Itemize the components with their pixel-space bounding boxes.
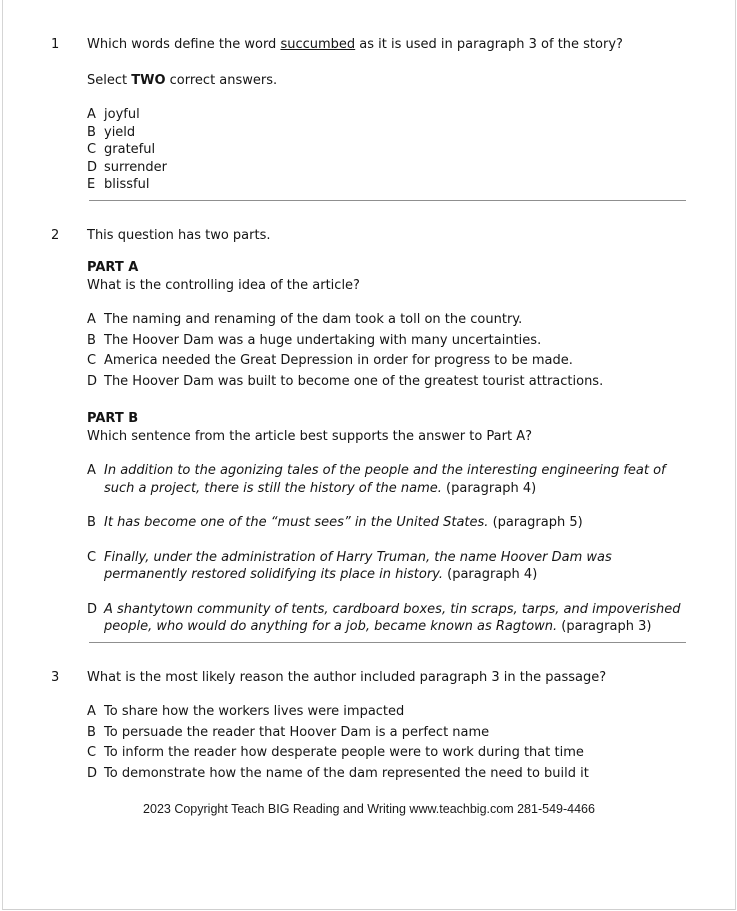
option-letter: D	[87, 601, 98, 617]
question-intro: This question has two parts.	[87, 227, 271, 243]
instruction-bold: TWO	[131, 72, 166, 88]
option-row	[87, 765, 705, 783]
quoted-sentence: Finally, under the administration of Harry Truman, the name Hoover Dam was permanently restored solidifying its place in history.	[104, 549, 612, 582]
paragraph-citation: (paragraph 5)	[488, 515, 583, 530]
option-row	[87, 332, 705, 350]
prompt-text: Which words define the word	[87, 37, 281, 52]
option-text: To share how the workers lives were impacted	[104, 704, 405, 719]
part-b-options	[87, 462, 705, 636]
option-row	[87, 601, 705, 636]
option-row	[87, 724, 705, 742]
option-letter: C	[87, 142, 97, 157]
option-letter: D	[87, 765, 98, 781]
underlined-word: succumbed	[280, 37, 356, 52]
option-row	[87, 124, 705, 142]
option-letter: D	[87, 159, 98, 175]
option-text	[104, 549, 689, 584]
part-a-options	[87, 311, 705, 390]
page-footer: 2023 Copyright Teach BIG Reading and Writing www.teachbig.com 281-549-4466	[143, 802, 595, 816]
option-text: The Hoover Dam was a huge undertaking with many uncertainties.	[104, 332, 542, 348]
q1-options	[87, 106, 705, 194]
option-row	[87, 373, 705, 391]
part-b-heading: PART B	[87, 411, 139, 426]
option-text: To persuade the reader that Hoover Dam is a perfect name	[104, 724, 490, 740]
option-row	[87, 514, 705, 532]
option-text: The Hoover Dam was built to become one of the greatest tourist attractions.	[104, 373, 604, 389]
instruction-text: Select	[87, 72, 132, 88]
option-letter: C	[87, 353, 97, 368]
option-row	[87, 176, 705, 194]
option-row	[87, 744, 705, 762]
option-text: joyful	[104, 107, 140, 122]
option-row	[87, 159, 705, 177]
worksheet-page	[2, 0, 736, 910]
option-row	[87, 703, 705, 721]
question-1	[3, 36, 735, 194]
option-letter: C	[87, 549, 97, 565]
separator	[89, 200, 686, 201]
option-text: surrender	[104, 159, 168, 175]
option-letter: B	[87, 332, 96, 348]
option-text	[104, 601, 689, 636]
quoted-sentence: A shantytown community of tents, cardboard boxes, tin scraps, tarps, and impoverished people, who would do anything for a job, became known as Ragtown.	[104, 601, 681, 634]
option-row	[87, 352, 705, 370]
option-text: yield	[104, 124, 136, 140]
option-text: To demonstrate how the name of the dam represented the need to build it	[104, 765, 589, 781]
part-b	[87, 410, 705, 636]
prompt-text: as it is used in paragraph 3 of the story?	[355, 37, 623, 52]
q3-options	[87, 703, 705, 782]
question-prompt: What is the most likely reason the author included paragraph 3 in the passage?	[87, 669, 607, 685]
option-text: To inform the reader how desperate people were to work during that time	[104, 745, 584, 760]
option-row	[87, 549, 705, 584]
option-letter: B	[87, 515, 96, 530]
part-a-heading: PART A	[87, 260, 139, 275]
option-letter: B	[87, 724, 96, 740]
question-number: 1	[51, 37, 60, 52]
option-row	[87, 106, 705, 124]
option-letter: D	[87, 373, 98, 389]
option-letter: B	[87, 124, 96, 140]
option-text: grateful	[104, 142, 156, 157]
option-text	[104, 462, 689, 497]
option-text: blissful	[104, 177, 150, 192]
quoted-sentence: In addition to the agonizing tales of the people and the interesting engineering feat of such a project, there is still the history of the name.	[104, 463, 666, 496]
option-row	[87, 311, 705, 329]
paragraph-citation: (paragraph 4)	[443, 567, 538, 582]
option-letter: E	[87, 177, 96, 192]
option-text: The naming and renaming of the dam took a toll on the country.	[104, 312, 523, 327]
option-letter: A	[87, 312, 96, 327]
option-letter: A	[87, 704, 96, 719]
question-prompt	[87, 36, 639, 54]
option-letter: A	[87, 107, 96, 122]
question-number: 3	[51, 669, 60, 685]
question-number: 2	[51, 227, 60, 243]
question-2	[3, 227, 735, 636]
option-letter: C	[87, 745, 97, 760]
question-body	[87, 227, 735, 636]
option-row	[87, 462, 705, 497]
separator	[89, 642, 686, 643]
part-b-prompt: Which sentence from the article best supports the answer to Part A?	[87, 428, 533, 444]
option-text	[104, 514, 689, 532]
select-instruction	[87, 72, 705, 90]
question-3	[3, 669, 735, 786]
paragraph-citation: (paragraph 4)	[441, 480, 537, 496]
part-a	[87, 259, 705, 390]
quoted-sentence: It has become one of the “must sees” in the United States.	[104, 515, 489, 530]
instruction-text: correct answers.	[165, 72, 278, 88]
question-body	[87, 669, 735, 786]
option-letter: A	[87, 463, 96, 478]
paragraph-citation: (paragraph 3)	[557, 619, 652, 634]
option-row	[87, 141, 705, 159]
option-text: America needed the Great Depression in order for progress to be made.	[104, 353, 573, 368]
question-body	[87, 36, 735, 194]
part-a-prompt: What is the controlling idea of the article?	[87, 277, 360, 293]
